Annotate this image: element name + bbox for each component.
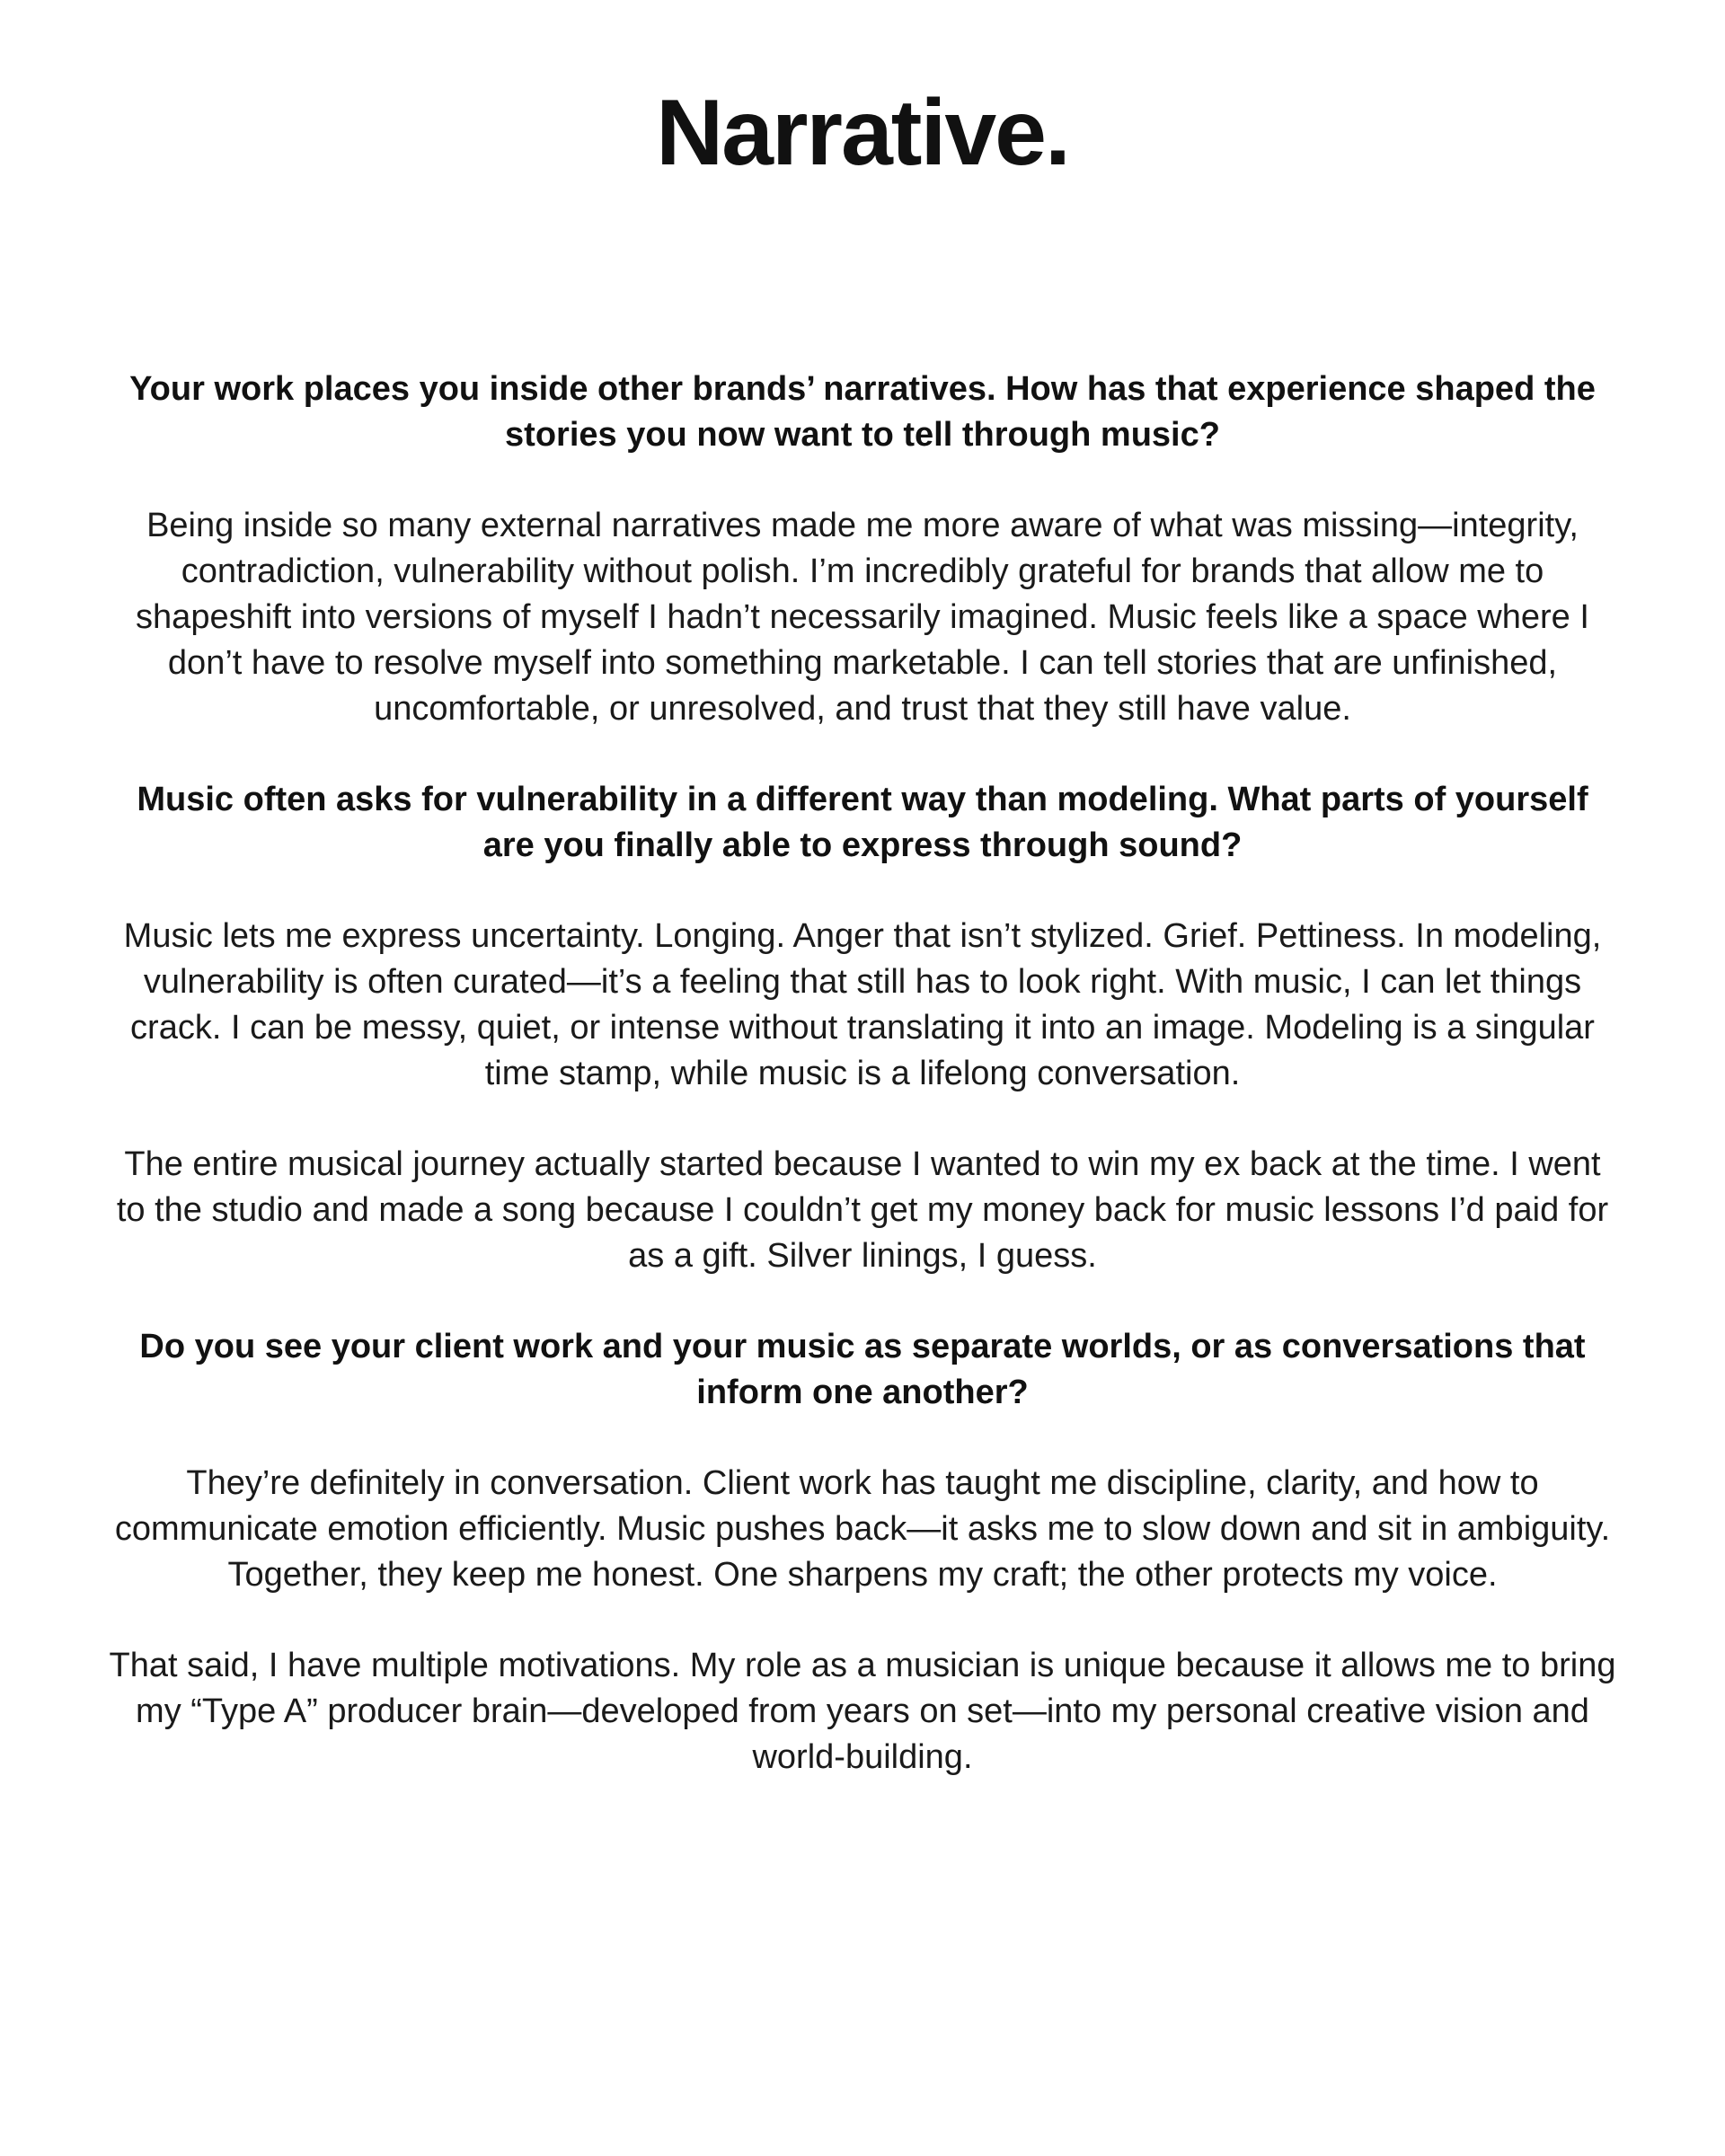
answer-1-paragraph-1: Being inside so many external narratives made me more aware of what was missing—integrity, contradiction, vulnerability without polish. I’m incredibly grateful for brands that allow me to shapeshift into versions of myself I hadn’t necessarily imagined. Music feels like a space where I don’t have to resolve myself into something marketable. I can tell stories that are unfinished, uncomfortable, or unresolved, and trust that they still have value.	[136, 507, 1589, 728]
answer-3-paragraph-1: They’re definitely in conversation. Client work has taught me discipline, clarity, and how to communicate emotion efficiently. Music pushes back—it asks me to slow down and sit in ambiguity. Together, they keep me honest. One sharpens my craft; the other protects my voice.	[114, 1464, 1611, 1594]
answer-2-paragraph-1: Music lets me express uncertainty. Longing. Anger that isn’t stylized. Grief. Pettiness. In modeling, vulnerability is often curated—it’s a feeling that still has to look right. With music, I can let things crack. I can be messy, quiet, or intense without translating it into an image. Modeling is a singular time stamp, while music is a lifelong conversation.	[123, 917, 1602, 1092]
question-2: Music often asks for vulnerability in a different way than modeling. What parts of yourself are you finally able to express through sound?	[137, 781, 1588, 864]
question-1: Your work places you inside other brands’ narratives. How has that experience shaped the stories you now want to tell through music?	[129, 370, 1596, 454]
question-3: Do you see your client work and your music as separate worlds, or as conversations that inform one another?	[139, 1328, 1586, 1411]
interview-content	[108, 367, 1617, 1825]
answer-3-paragraph-2: That said, I have multiple motivations. My role as a musician is unique because it allows me to bring my “Type A” producer brain—developed from years on set—into my personal creative vision and world-building.	[109, 1647, 1616, 1776]
page-title: Narrative.	[656, 81, 1069, 185]
answer-2-paragraph-2: The entire musical journey actually started because I wanted to win my ex back at the time. I went to the studio and made a song because I couldn’t get my money back for music lessons I’d paid for as a gift. Silver linings, I guess.	[116, 1145, 1609, 1275]
